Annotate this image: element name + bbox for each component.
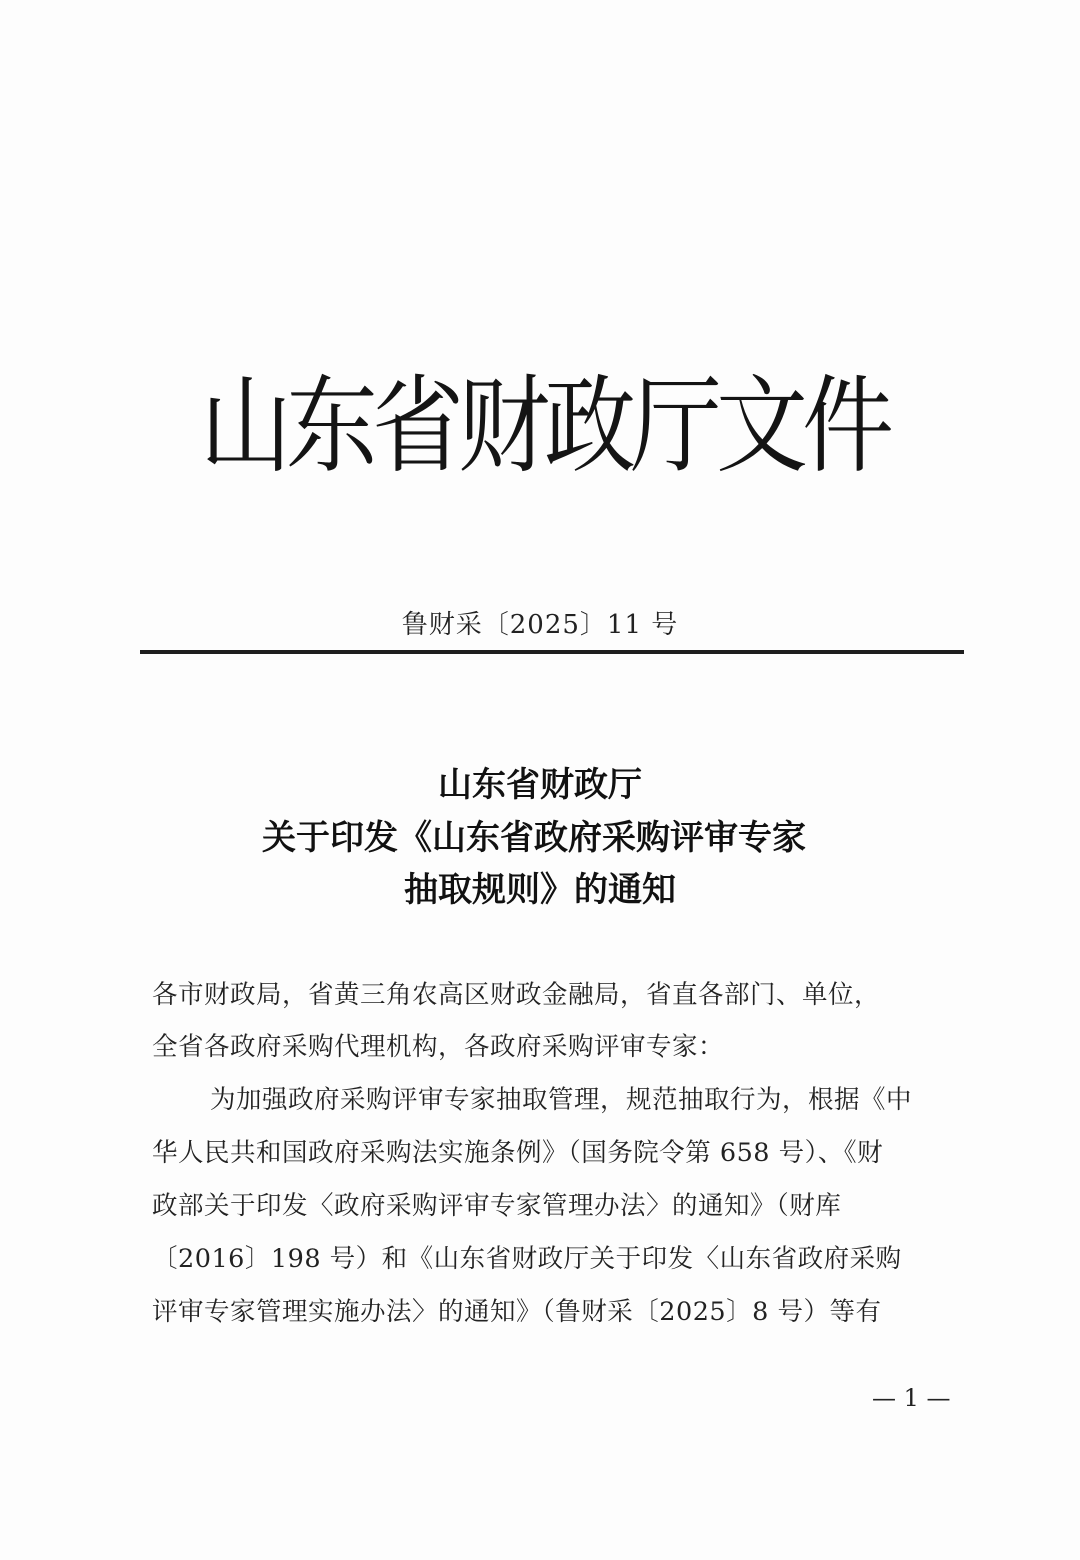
addressee-line-1: 各市财政局，省黄三角农高区财政金融局，省直各部门、单位， bbox=[152, 980, 881, 1010]
document-title-line-3: 抽取规则》的通知 bbox=[404, 870, 676, 910]
document-title-line-2: 关于印发《山东省政府采购评审专家 bbox=[262, 818, 806, 858]
paragraph-line-4: 〔2016〕198 号）和《山东省财政厅关于印发〈山东省政府采购 bbox=[152, 1244, 902, 1274]
paragraph-line-1: 为加强政府采购评审专家抽取管理，规范抽取行为，根据《中 bbox=[210, 1085, 913, 1115]
document-title-line-1: 山东省财政厅 bbox=[438, 765, 642, 805]
paragraph-line-5: 评审专家管理实施办法〉的通知》（鲁财采〔2025〕8 号）等有 bbox=[152, 1297, 882, 1327]
masthead-divider bbox=[140, 650, 964, 654]
paragraph-line-2: 华人民共和国政府采购法实施条例》（国务院令第 658 号）、《财 bbox=[152, 1138, 884, 1168]
paragraph-line-3: 政部关于印发〈政府采购评审专家管理办法〉的通知》（财库 bbox=[152, 1191, 842, 1221]
page-number: — 1 — bbox=[872, 1384, 951, 1412]
document-masthead: 山东省财政厅文件 bbox=[200, 364, 889, 488]
addressee-line-2: 全省各政府采购代理机构，各政府采购评审专家： bbox=[152, 1032, 725, 1062]
document-number: 鲁财采〔2025〕11 号 bbox=[401, 610, 679, 640]
